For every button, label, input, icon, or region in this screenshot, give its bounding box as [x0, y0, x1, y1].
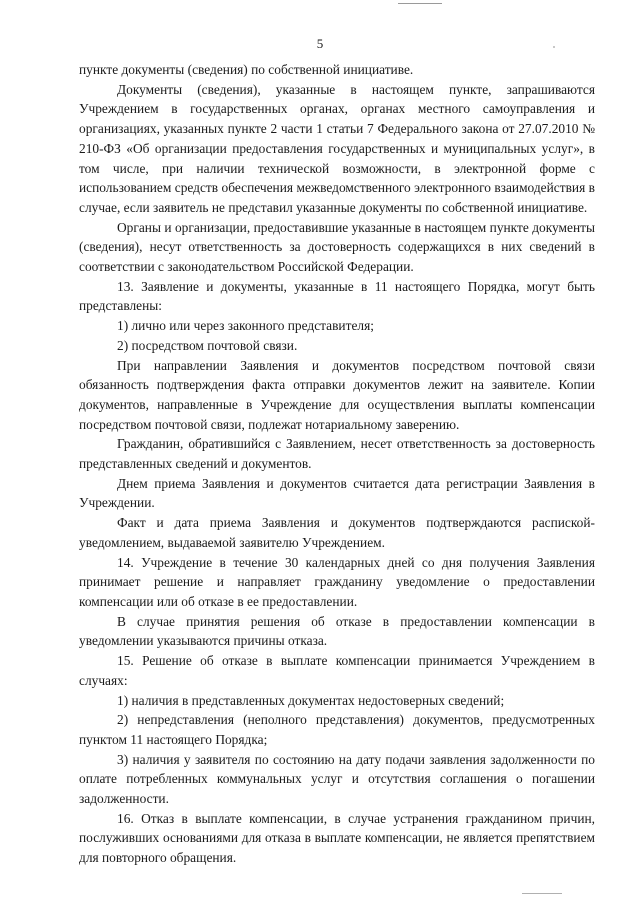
- paragraph: Документы (сведения), указанные в настоящем пункте, запрашиваются Учреждением в государственных органах, органах местного самоуправления и организациях, указанных пункте 2 части 1 статьи 7 Федерального закона от 27.07.2010 № 210-ФЗ «Об организации предоставления государственных и муниципальных услуг», в том числе, при наличии технической возможности, в электронной форме с использованием средств обеспечения межведомственного электронного взаимодействия в случае, если заявитель не представил указанные документы по собственной инициативе.: [79, 81, 595, 215]
- paragraph: Гражданин, обратившийся с Заявлением, несет ответственность за достоверность представленных сведений и документов.: [79, 436, 595, 472]
- paragraph: Органы и организации, предоставившие указанные в настоящем пункте документы (сведения), несут ответственность за достоверность содержащихся в них сведений в соответствии с законодательством Российской Федерации.: [79, 219, 595, 275]
- paragraph: При направлении Заявления и документов посредством почтовой связи обязанность подтверждения факта отправки документов лежит на заявителе. Копии документов, направленные в Учреждение для осуществления выплаты компенсации посредством почтовой связи, подлежат нотариальному заверению.: [79, 357, 595, 432]
- page-number: 5: [316, 36, 324, 51]
- document-body: [79, 60, 595, 868]
- paragraph: 1) наличия в представленных документах недостоверных сведений;: [117, 692, 505, 708]
- scan-artifact-top: [398, 3, 442, 4]
- paragraph: 13. Заявление и документы, указанные в 11 настоящего Порядка, могут быть представлены:: [79, 278, 595, 314]
- paragraph: 2) посредством почтовой связи.: [117, 337, 298, 353]
- paragraph: В случае принятия решения об отказе в предоставлении компенсации в уведомлении указываются причины отказа.: [79, 613, 595, 649]
- paragraph: 2) непредставления (неполного представления) документов, предусмотренных пунктом 11 настоящего Порядка;: [79, 712, 595, 747]
- paragraph: 1) лично или через законного представителя;: [117, 318, 374, 334]
- paragraph: Днем приема Заявления и документов считается дата регистрации Заявления в Учреждении.: [79, 475, 595, 511]
- paragraph: 16. Отказ в выплате компенсации, в случае устранения гражданином причин, послуживших основаниями для отказа в выплате компенсации, не является препятствием для повторного обращения.: [79, 810, 595, 866]
- paragraph: пункте документы (сведения) по собственной инициативе.: [79, 62, 414, 77]
- paragraph: Факт и дата приема Заявления и документов подтверждаются распиской-уведомлением, выдаваемой заявителю Учреждением.: [79, 515, 595, 550]
- paragraph: 15. Решение об отказе в выплате компенсации принимается Учреждением в случаях:: [79, 653, 595, 688]
- scan-artifact-bottom: [522, 893, 562, 894]
- paragraph: 3) наличия у заявителя по состоянию на дату подачи заявления задолженности по оплате потребленных коммунальных услуг и отсутствия соглашения о погашении задолженности.: [79, 751, 595, 807]
- paragraph: 14. Учреждение в течение 30 календарных дней со дня получения Заявления принимает решение и направляет гражданину уведомление о предоставлении компенсации или об отказе в ее предоставлении.: [79, 554, 595, 609]
